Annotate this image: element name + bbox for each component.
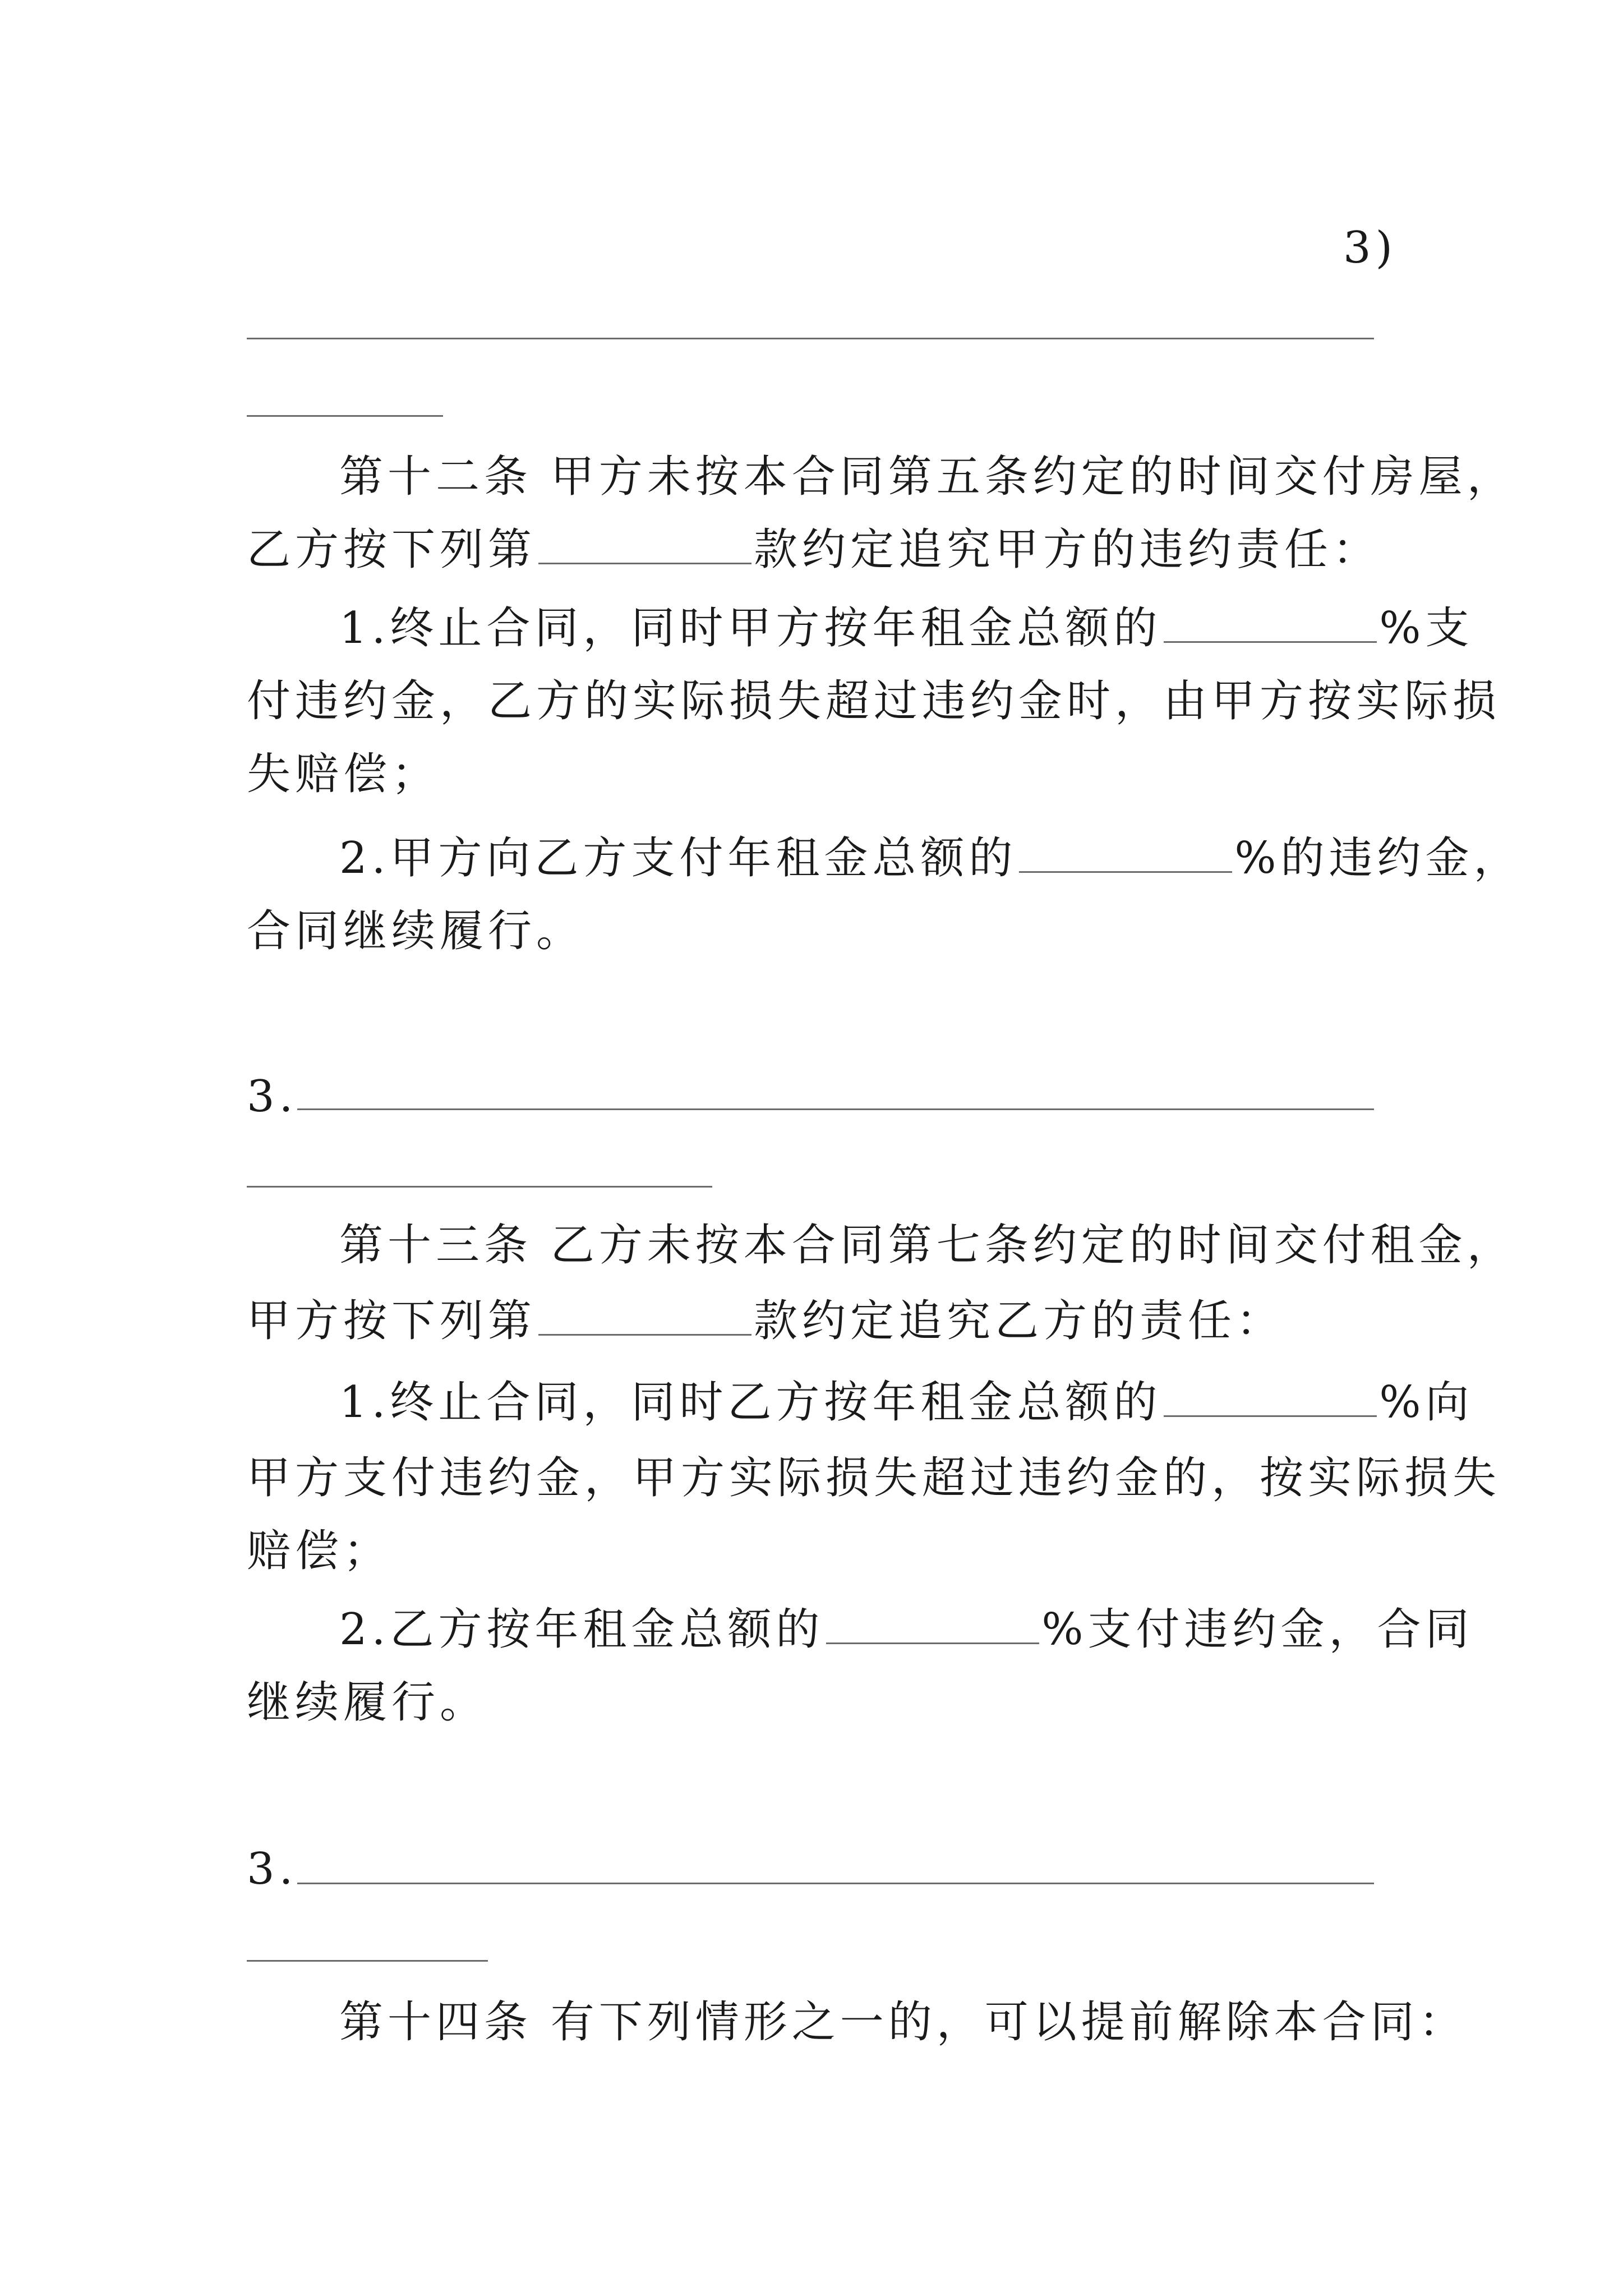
article-13-item3-number: 3.: [247, 1844, 298, 1894]
article-13-item2-line2: 继续履行。: [247, 1677, 488, 1728]
text-segment: 甲方按下列第: [247, 1296, 537, 1346]
text-segment: 乙方按下列第: [247, 524, 537, 575]
text-segment: 1.终止合同，同时乙方按年租金总额的: [339, 1377, 1162, 1428]
article-13-line2: [247, 1293, 1284, 1349]
article-12-item2-line1: [339, 830, 1522, 886]
blank-field[interactable]: [1164, 1379, 1377, 1417]
text-segment: %的违约金，: [1234, 833, 1522, 884]
text-segment: 款约定追究乙方的责任：: [754, 1296, 1285, 1346]
article-12-line2: [247, 522, 1381, 578]
blank-field[interactable]: [538, 527, 751, 564]
article-12-item1-line2: 付违约金，乙方的实际损失超过违约金时，由甲方按实际损: [247, 676, 1501, 726]
text-segment: %向: [1379, 1377, 1474, 1428]
article-12-item1-line1: [339, 600, 1474, 656]
text-segment: 2.甲方向乙方支付年租金总额的: [339, 833, 1017, 884]
text-segment: 款约定追究甲方的违约责任：: [754, 524, 1381, 575]
fill-line: [247, 1186, 712, 1188]
fill-line: [297, 1883, 1374, 1884]
article-13-item1-line2: 甲方支付违约金，甲方实际损失超过违约金的，按实际损失: [247, 1453, 1501, 1503]
text-segment: 1.终止合同，同时甲方按年租金总额的: [339, 603, 1162, 654]
article-14-heading: 第十四条 有下列情形之一的，可以提前解除本合同：: [339, 1997, 1467, 2047]
item-marker: 3): [1343, 223, 1398, 273]
fill-line: [297, 1108, 1374, 1110]
text-segment: 2.乙方按年租金总额的: [339, 1604, 824, 1655]
blank-field[interactable]: [826, 1607, 1039, 1644]
fill-line: [247, 1960, 488, 1962]
article-12-heading: 第十二条 甲方未按本合同第五条约定的时间交付房屋，: [339, 452, 1515, 502]
blank-field[interactable]: [538, 1298, 751, 1336]
blank-field[interactable]: [1164, 605, 1377, 643]
article-13-item1-line3: 赔偿；: [247, 1526, 392, 1576]
fill-line: [247, 415, 443, 417]
article-12-item2-line2: 合同继续履行。: [247, 906, 585, 956]
article-13-item1-line1: [339, 1374, 1474, 1430]
article-12-item3-number: 3.: [247, 1071, 298, 1122]
fill-line: [247, 338, 1374, 339]
article-12-item1-line3: 失赔偿；: [247, 749, 440, 799]
article-13-item2-line1: [339, 1602, 1474, 1658]
blank-field[interactable]: [1019, 835, 1232, 873]
text-segment: %支: [1379, 603, 1474, 654]
text-segment: %支付违约金，合同: [1041, 1604, 1474, 1655]
article-13-heading: 第十三条 乙方未按本合同第七条约定的时间交付租金，: [339, 1220, 1515, 1271]
